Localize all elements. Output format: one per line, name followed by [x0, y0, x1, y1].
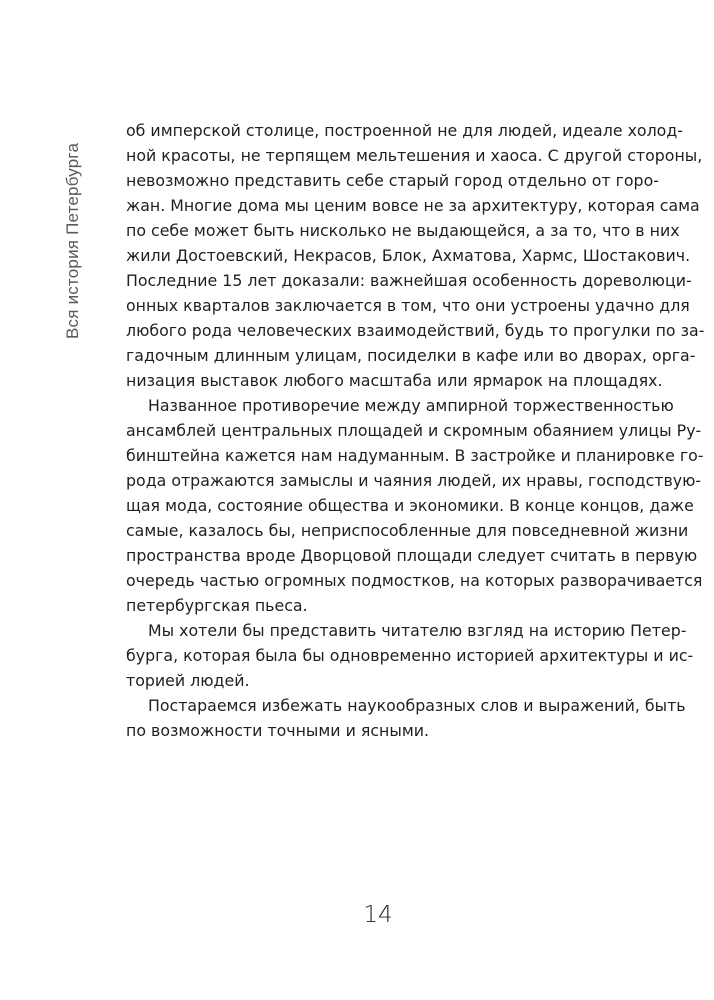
- page-text: [126, 118, 705, 743]
- text-line: низация выставок любого масштаба или ярмарок на площадях.: [126, 371, 663, 390]
- text-line: очередь частью огромных подмостков, на которых разворачивается: [126, 571, 703, 590]
- text-line: по возможности точными и ясными.: [126, 721, 430, 740]
- text-line: петербургская пьеса.: [126, 596, 308, 615]
- text-line: рода отражаются замыслы и чаяния людей, их нравы, господствую-: [126, 471, 702, 490]
- text-line: щая мода, состояние общества и экономики. В конце концов, даже: [126, 496, 694, 515]
- text-line: пространства вроде Дворцовой площади следует считать в первую: [126, 546, 698, 565]
- text-line: бурга, которая была бы одновременно историей архитектуры и ис-: [126, 646, 694, 665]
- text-line: жили Достоевский, Некрасов, Блок, Ахматова, Хармс, Шостакович.: [126, 246, 691, 265]
- text-line: Мы хотели бы представить читателю взгляд на историю Петер-: [148, 621, 687, 640]
- text-line: гадочным длинным улицам, посиделки в кафе или во дворах, орга-: [126, 346, 696, 365]
- text-line: жан. Многие дома мы ценим вовсе не за архитектуру, которая сама: [126, 196, 700, 215]
- running-head: Вся история Петербурга: [63, 142, 82, 339]
- text-line: любого рода человеческих взаимодействий, будь то прогулки по за-: [126, 321, 705, 340]
- text-line: Названное противоречие между ампирной торжественностью: [148, 396, 674, 415]
- paragraph-1: [126, 118, 705, 393]
- paragraph-2: [126, 393, 704, 618]
- text-line: онных кварталов заключается в том, что они устроены удачно для: [126, 296, 690, 315]
- text-line: самые, казалось бы, неприспособленные для повседневной жизни: [126, 521, 689, 540]
- text-line: ансамблей центральных площадей и скромным обаянием улицы Ру-: [126, 421, 702, 440]
- text-line: бинштейна кажется нам надуманным. В застройке и планировке го-: [126, 446, 704, 465]
- paragraph-4: [126, 693, 686, 743]
- text-line: невозможно представить себе старый город отдельно от горо-: [126, 171, 659, 190]
- page-number: 14: [363, 902, 393, 928]
- text-line: торией людей.: [126, 671, 250, 690]
- text-line: ной красоты, не терпящем мельтешения и хаоса. С другой стороны,: [126, 146, 703, 165]
- text-line: об имперской столице, построенной не для людей, идеале холод-: [126, 121, 683, 140]
- text-line: по себе может быть нисколько не выдающейся, а за то, что в них: [126, 221, 680, 240]
- text-line: Постараемся избежать наукообразных слов и выражений, быть: [148, 696, 686, 715]
- paragraph-3: [126, 618, 694, 693]
- text-line: Последние 15 лет доказали: важнейшая особенность дореволюци-: [126, 271, 692, 290]
